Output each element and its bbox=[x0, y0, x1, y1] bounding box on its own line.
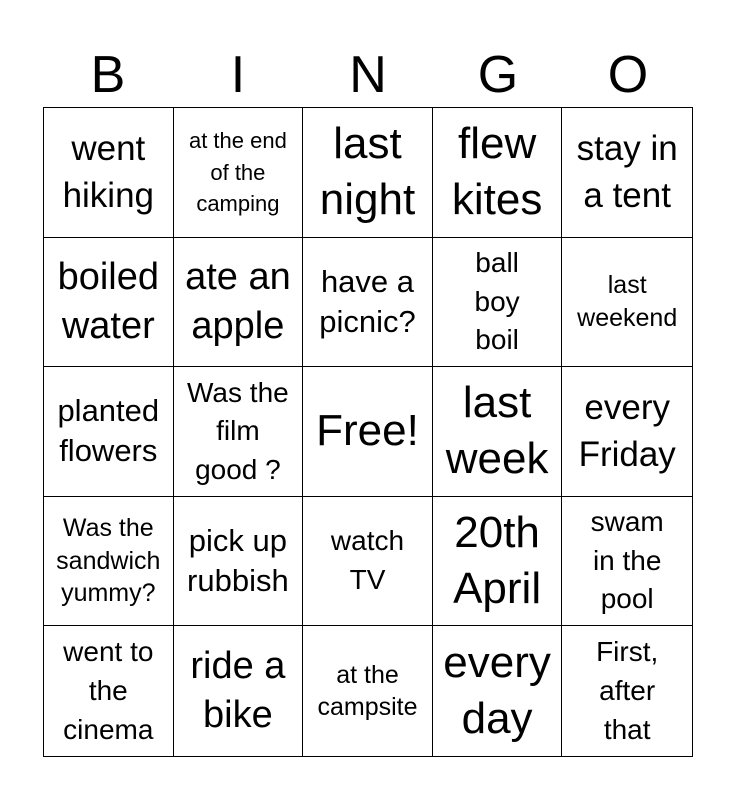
bingo-cell[interactable] bbox=[433, 238, 563, 368]
bingo-cell[interactable] bbox=[562, 626, 692, 756]
bingo-cell[interactable] bbox=[174, 367, 304, 497]
header-letter-o: O bbox=[607, 46, 649, 104]
cell-text: ball boy boil bbox=[474, 246, 520, 356]
bingo-cell[interactable] bbox=[303, 626, 433, 756]
cell-text: watch TV bbox=[330, 525, 405, 596]
bingo-cell[interactable] bbox=[562, 367, 692, 497]
bingo-cell[interactable] bbox=[562, 108, 692, 238]
bingo-cell[interactable] bbox=[174, 497, 304, 627]
cell-text: Was the sandwich yummy? bbox=[56, 514, 161, 608]
bingo-cell[interactable] bbox=[562, 238, 692, 368]
bingo-cell[interactable] bbox=[174, 626, 304, 756]
bingo-cell[interactable] bbox=[433, 367, 563, 497]
bingo-cell[interactable] bbox=[562, 497, 692, 627]
header-letter-n: N bbox=[349, 46, 387, 104]
cell-text: 20th April bbox=[453, 507, 542, 614]
bingo-cell[interactable] bbox=[174, 108, 304, 238]
bingo-cell[interactable] bbox=[44, 626, 174, 756]
cell-text: planted flowers bbox=[57, 393, 160, 469]
bingo-cell[interactable] bbox=[44, 497, 174, 627]
cell-text: ride a bike bbox=[190, 644, 286, 737]
cell-text: stay in a tent bbox=[576, 129, 678, 216]
bingo-cell[interactable] bbox=[303, 367, 433, 497]
bingo-cell[interactable] bbox=[44, 367, 174, 497]
bingo-cell[interactable] bbox=[433, 626, 563, 756]
cell-text: ate an apple bbox=[185, 255, 291, 347]
cell-text: went to the cinema bbox=[63, 636, 154, 745]
cell-text: swam in the pool bbox=[590, 506, 664, 615]
cell-text: flew kites bbox=[451, 118, 543, 225]
cell-text: have a picnic? bbox=[319, 263, 416, 339]
cell-text: at the campsite bbox=[317, 660, 418, 722]
cell-text: boiled water bbox=[57, 255, 159, 347]
bingo-cell[interactable] bbox=[433, 108, 563, 238]
cell-text: every day bbox=[443, 637, 551, 744]
bingo-cell[interactable] bbox=[433, 497, 563, 627]
header-letter-b: B bbox=[90, 46, 126, 104]
bingo-cell[interactable] bbox=[44, 108, 174, 238]
cell-text: last weekend bbox=[577, 271, 678, 332]
cell-text: at the end of the camping bbox=[188, 128, 287, 216]
cell-text: pick up rubbish bbox=[187, 522, 289, 599]
bingo-cell[interactable] bbox=[303, 497, 433, 627]
bingo-cell[interactable] bbox=[303, 108, 433, 238]
cell-text: last week bbox=[445, 378, 549, 484]
bingo-board bbox=[43, 107, 693, 757]
cell-text: Was the film good ? bbox=[187, 376, 289, 485]
bingo-cell[interactable] bbox=[44, 238, 174, 368]
cell-text: went hiking bbox=[62, 129, 155, 216]
cell-text: last night bbox=[319, 118, 416, 225]
cell-text: Free! bbox=[316, 406, 419, 456]
bingo-cell[interactable] bbox=[303, 238, 433, 368]
cell-text: every Friday bbox=[578, 388, 676, 475]
bingo-header bbox=[43, 44, 693, 106]
header-letter-g: G bbox=[477, 46, 519, 104]
cell-text: First, after that bbox=[596, 636, 659, 745]
header-letter-i: I bbox=[230, 46, 246, 104]
bingo-cell[interactable] bbox=[174, 238, 304, 368]
